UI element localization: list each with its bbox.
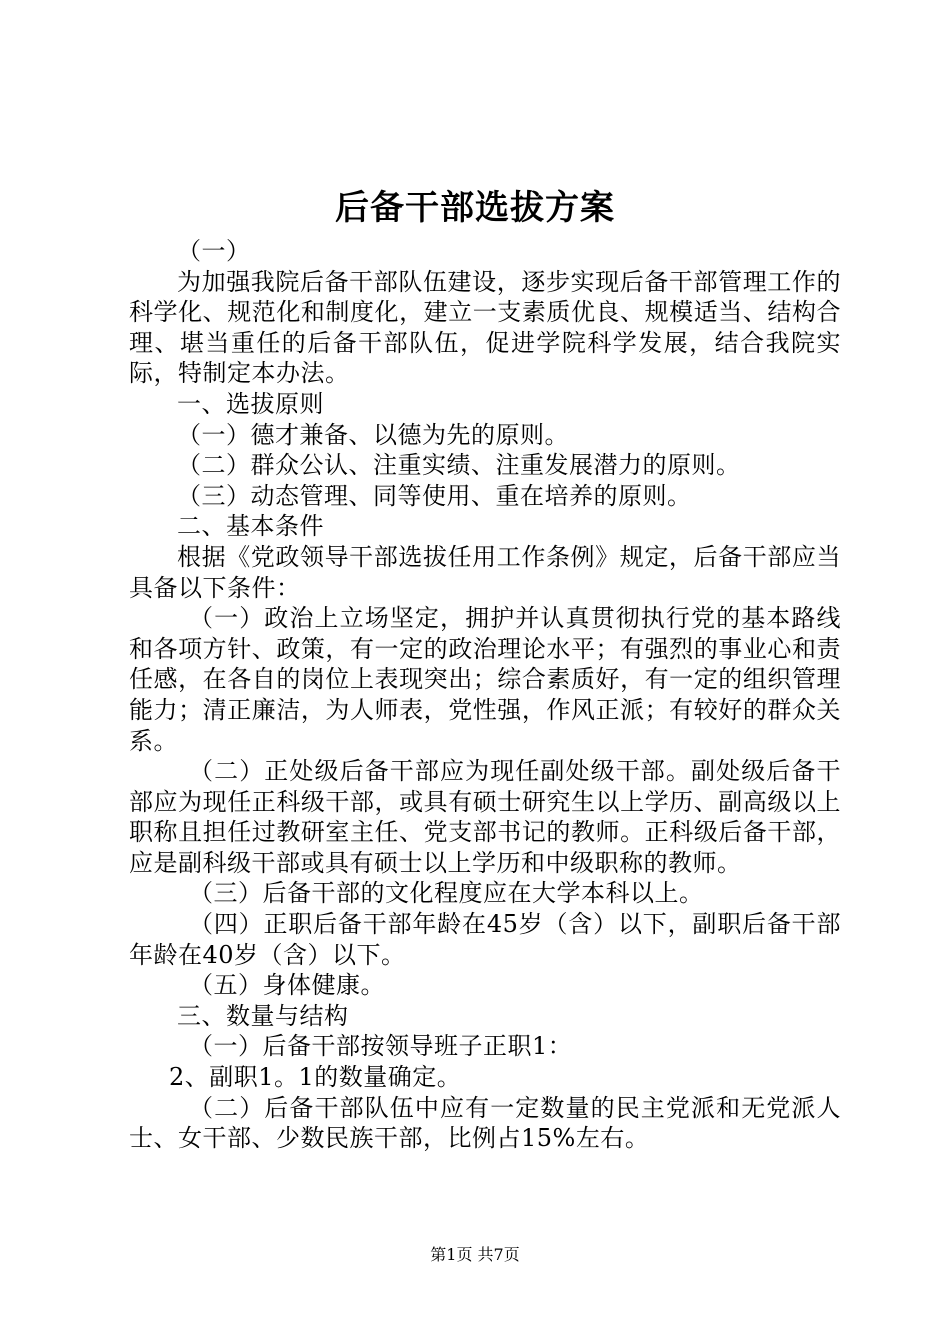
page-footer: 第1页 共7页 bbox=[430, 1245, 520, 1264]
paragraph-condition-2: （二）正处级后备干部应为现任副处级干部。副处级后备干部应为现任正科级干部，或具有硕士研究生以上学历、副高级以上职称且担任过教研室主任、党支部书记的教师。正科级后备干部，应是副科级干部或具有硕士以上学历和中级职称的教师。 bbox=[129, 757, 841, 877]
paragraph-principle-1: （一）德才兼备、以德为先的原则。 bbox=[177, 420, 569, 449]
paragraph-introduction: 为加强我院后备干部队伍建设，逐步实现后备干部管理工作的科学化、规范化和制度化，建立一支素质优良、规模适当、结构合理、堪当重任的后备干部队伍，促进学院科学发展，结合我院实际，特制定本办法。 bbox=[129, 267, 841, 388]
paragraph-condition-1: （一）政治上立场坚定，拥护并认真贯彻执行党的基本路线和各项方针、政策，有一定的政治理论水平；有强烈的事业心和责任感，在各自的岗位上表现突出；综合素质好，有一定的组织管理能力；清正廉洁，为人师表，党性强，作风正派；有较好的群众关系。 bbox=[129, 604, 841, 755]
paragraph-quantity-1: （一）后备干部按领导班子正职1： bbox=[189, 1032, 573, 1061]
paragraph-quantity-1-cont: 2、副职1。1的数量确定。 bbox=[169, 1063, 462, 1092]
paragraph-conditions-intro: 根据《党政领导干部选拔任用工作条例》规定，后备干部应当具备以下条件： bbox=[129, 542, 841, 602]
document-body bbox=[129, 236, 841, 1154]
paragraph-principle-2: （二）群众公认、注重实绩、注重发展潜力的原则。 bbox=[177, 451, 741, 480]
heading-basic-conditions: 二、基本条件 bbox=[177, 512, 324, 541]
document-title: 后备干部选拔方案 bbox=[335, 188, 615, 228]
paragraph-section-number: （一） bbox=[177, 237, 251, 265]
paragraph-principle-3: （三）动态管理、同等使用、重在培养的原则。 bbox=[177, 481, 692, 510]
paragraph-condition-4: （四）正职后备干部年龄在45岁（含）以下，副职后备干部年龄在40岁（含）以下。 bbox=[129, 910, 841, 969]
paragraph-condition-3: （三）后备干部的文化程度应在大学本科以上。 bbox=[189, 879, 704, 908]
heading-selection-principles: 一、选拔原则 bbox=[177, 389, 324, 418]
paragraph-quantity-2: （二）后备干部队伍中应有一定数量的民主党派和无党派人士、女干部、少数民族干部，比例占15%左右。 bbox=[129, 1093, 841, 1153]
paragraph-condition-5: （五）身体健康。 bbox=[189, 971, 385, 1000]
heading-quantity-structure: 三、数量与结构 bbox=[177, 1001, 349, 1030]
